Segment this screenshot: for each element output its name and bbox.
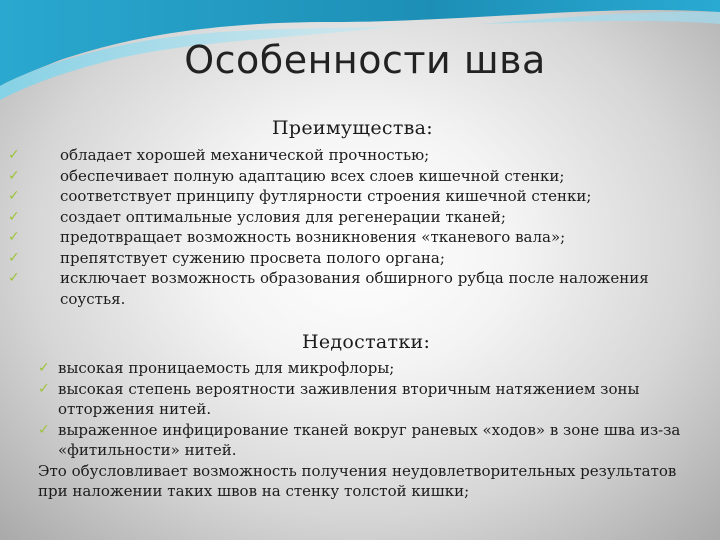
list-item <box>8 186 708 207</box>
checkmark-icon: ✓ <box>8 147 20 163</box>
advantages-list <box>8 145 708 309</box>
list-item-text: высокая степень вероятности заживления вторичным натяжением зоны отторжения нитей. <box>58 379 640 418</box>
disadvantages-heading: Недостатки: <box>302 331 431 353</box>
list-item-text: исключает возможность образования обширного рубца после наложения соустья. <box>60 269 649 308</box>
list-item-text: создает оптимальные условия для регенерации тканей; <box>60 207 506 226</box>
list-item-text: обеспечивает полную адаптацию всех слоев кишечной стенки; <box>60 166 565 185</box>
advantages-heading: Преимущества: <box>272 117 433 139</box>
summary-text: Это обусловливает возможность получения неудовлетворительных результатов при наложении таких швов на стенку толстой кишки; <box>38 461 677 500</box>
list-item-text: обладает хорошей механической прочностью; <box>60 146 430 164</box>
list-item <box>38 420 698 461</box>
checkmark-icon: ✓ <box>38 380 50 397</box>
list-item <box>8 145 708 166</box>
list-item <box>8 227 708 248</box>
checkmark-icon: ✓ <box>8 167 20 184</box>
list-item <box>38 379 698 420</box>
list-item <box>8 166 708 187</box>
checkmark-icon: ✓ <box>8 270 20 286</box>
disadvantages-list <box>38 358 698 502</box>
list-item-text: высокая проницаемость для микрофлоры; <box>58 359 395 377</box>
checkmark-icon: ✓ <box>38 421 50 438</box>
checkmark-icon: ✓ <box>8 208 20 225</box>
checkmark-icon: ✓ <box>8 229 20 245</box>
list-item <box>8 207 708 228</box>
list-item <box>38 358 698 379</box>
slide-title: Особенности шва <box>184 38 546 82</box>
list-item-text: выраженное инфицирование тканей вокруг раневых «ходов» в зоне шва из-за «фитильности» нитей. <box>58 420 681 459</box>
list-item-text: предотвращает возможность возникновения «тканевого вала»; <box>60 228 566 246</box>
checkmark-icon: ✓ <box>8 188 20 204</box>
list-item-text: препятствует сужению просвета полого органа; <box>60 248 445 267</box>
list-item <box>8 268 708 309</box>
list-item <box>8 248 708 269</box>
list-item-text: соответствует принципу футлярности строения кишечной стенки; <box>60 187 592 205</box>
checkmark-icon: ✓ <box>38 360 50 376</box>
checkmark-icon: ✓ <box>8 249 20 266</box>
